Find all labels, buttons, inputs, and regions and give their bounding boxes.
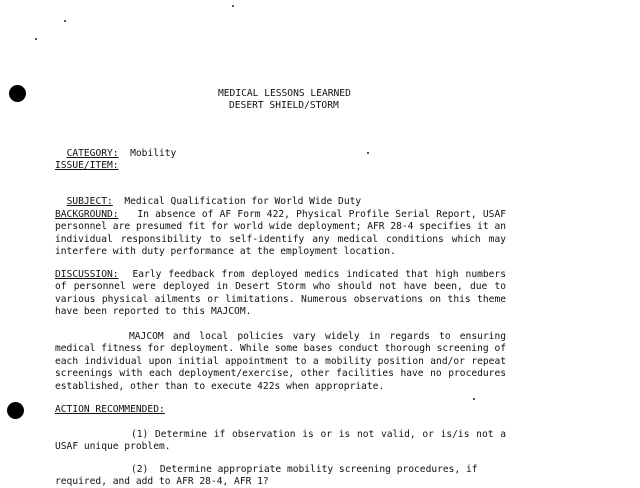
action-label: ACTION RECOMMENDED:	[55, 404, 165, 415]
action-item-1-text: (1) Determine if observation is or is not valid, or is/is not a USAF unique problem.	[55, 429, 506, 453]
punch-hole-bottom	[7, 402, 24, 419]
background-text: In absence of AF Form 422, Physical Profile Serial Report, USAF personnel are presumed fit for world wide deployment; AFR 28-4 specifies it an individual responsibility to self-identify any medical conditions which may interfere with duty performance at the employment location.	[55, 209, 507, 258]
action-item-1	[55, 429, 506, 454]
scan-speck	[35, 38, 37, 40]
subject-label: SUBJECT:	[66, 196, 113, 207]
category-row	[55, 136, 176, 160]
scan-speck	[473, 398, 475, 400]
background-label: BACKGROUND:	[55, 209, 119, 220]
action-item-2-line2: required, and add to AFR 28-4, AFR 1?	[55, 476, 269, 487]
action-item-2-line1: (2) Determine appropriate mobility screening procedures, if	[131, 464, 478, 475]
discussion-label: DISCUSSION:	[55, 269, 119, 280]
scan-speck	[64, 20, 66, 22]
discussion-paragraph-2	[55, 331, 506, 393]
discussion-para2-text: MAJCOM and local policies vary widely in regards to ensuring medical fitness for deployment. While some bases conduct thorough screening of each individual upon initial appointment to a mobility position and/or repeat screenings with each deployment/exercise, other facilities have no procedures established, other than to execute 422s when appropriate.	[55, 331, 506, 392]
subject-value: Medical Qualification for World Wide Duty	[124, 196, 362, 207]
issue-label: ISSUE/ITEM:	[55, 160, 119, 171]
subject-row	[55, 184, 361, 208]
category-label: CATEGORY:	[66, 148, 119, 159]
discussion-text: Early feedback from deployed medics indicated that high numbers of personnel were deployed in Desert Storm who should not have been, due to various physical ailments or limitations. Numerous observations on this theme have been reported to this MAJCOM.	[55, 269, 506, 318]
discussion-paragraph	[55, 269, 506, 319]
scan-speck	[232, 5, 234, 7]
scan-speck	[367, 152, 369, 154]
category-value: Mobility	[130, 148, 177, 159]
background-paragraph	[55, 209, 506, 259]
document-subtitle: DESERT SHIELD/STORM	[229, 100, 339, 111]
punch-hole-top	[9, 85, 26, 102]
document-title: MEDICAL LESSONS LEARNED	[218, 88, 351, 99]
